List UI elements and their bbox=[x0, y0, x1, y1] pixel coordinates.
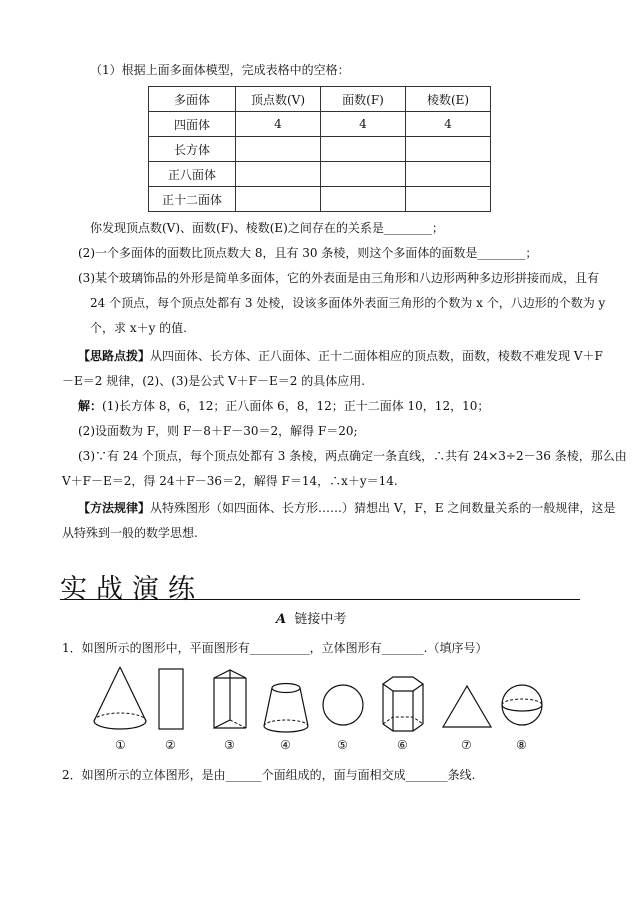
table-header: 面数(F) bbox=[321, 87, 406, 112]
figure-label: ④ bbox=[280, 738, 291, 752]
table-cell bbox=[236, 187, 321, 212]
table-cell bbox=[321, 187, 406, 212]
section-banner: 实战演练 bbox=[60, 574, 204, 605]
q3-line: 个，求 x＋y 的值. bbox=[90, 321, 187, 335]
table-cell: 4 bbox=[321, 112, 406, 137]
method-tag: 【方法规律】 bbox=[78, 501, 151, 515]
frustum-icon bbox=[260, 680, 312, 736]
figure-label: ⑥ bbox=[397, 738, 408, 752]
method-text: 从特殊图形（如四面体、长方形……）猜想出 V，F，E 之间数量关系的一般规律，这是 bbox=[150, 501, 616, 515]
table-cell bbox=[321, 162, 406, 187]
figure-label: ① bbox=[115, 738, 126, 752]
cone-icon bbox=[88, 663, 152, 735]
hint-tag: 【思路点拨】 bbox=[78, 349, 151, 363]
q2-text: (2)一个多面体的面数比顶点数大 8，且有 30 条棱，则这个多面体的面数是________； bbox=[78, 246, 538, 260]
figure-label: ⑤ bbox=[337, 738, 348, 752]
solution-line bbox=[78, 398, 489, 414]
table-cell: 长方体 bbox=[149, 137, 236, 162]
triangular-prism-icon bbox=[208, 668, 252, 736]
table-cell: 4 bbox=[406, 112, 491, 137]
q1-relation: 你发现顶点数(V)、面数(F)、棱数(E)之间存在的关系是________； bbox=[90, 221, 444, 235]
polyhedron-table bbox=[148, 86, 491, 212]
problem-2: 2．如图所示的立体图形，是由______个面组成的，面与面相交成_______条线. bbox=[62, 768, 476, 782]
table-row bbox=[149, 112, 491, 137]
triangle-icon bbox=[439, 683, 495, 731]
table-cell: 四面体 bbox=[149, 112, 236, 137]
table-row bbox=[149, 137, 491, 162]
banner-underline bbox=[60, 599, 580, 600]
figure-label: ② bbox=[165, 738, 176, 752]
solution-line: (2)设面数为 F，则 F－8＋F－30＝2，解得 F＝20; bbox=[78, 424, 358, 438]
solution-tag: 解： bbox=[78, 399, 103, 413]
hint-line bbox=[78, 348, 603, 364]
figure-label: ⑧ bbox=[516, 738, 527, 752]
table-cell bbox=[406, 137, 491, 162]
sphere-icon bbox=[499, 682, 545, 728]
solution-text: (1)长方体 8，6，12；正八面体 6，8，12；正十二面体 10，12，10； bbox=[102, 399, 490, 413]
hexagonal-prism-icon bbox=[377, 674, 429, 736]
hint-line: －E＝2 规律，(2)、(3)是公式 V＋F－E＝2 的具体应用. bbox=[62, 374, 366, 388]
problem-1: 1．如图所示的图形中，平面图形有__________，立体图形有_______.（填序号） bbox=[62, 641, 488, 655]
table-header: 棱数(E) bbox=[406, 87, 491, 112]
table-header: 顶点数(V) bbox=[236, 87, 321, 112]
figure-label: ⑦ bbox=[461, 738, 472, 752]
table-row bbox=[149, 187, 491, 212]
table-cell: 正十二面体 bbox=[149, 187, 236, 212]
method-line: 从特殊到一般的数学思想. bbox=[62, 526, 198, 540]
section-title: 链接中考 bbox=[294, 612, 347, 627]
table-cell: 4 bbox=[236, 112, 321, 137]
table-cell bbox=[321, 137, 406, 162]
rectangle-icon bbox=[153, 666, 189, 734]
table-cell bbox=[236, 137, 321, 162]
section-heading bbox=[276, 612, 346, 628]
q1-intro: （1）根据上面多面体模型，完成表格中的空格： bbox=[90, 63, 350, 77]
table-cell: 正八面体 bbox=[149, 162, 236, 187]
table-header: 多面体 bbox=[149, 87, 236, 112]
circle-icon bbox=[320, 682, 366, 728]
table-row bbox=[149, 162, 491, 187]
solution-line: (3)∵有 24 个顶点，每个顶点处都有 3 条棱，两点确定一条直线，∴共有 24×3÷2－36 条棱，那么由 bbox=[78, 449, 627, 463]
table-cell bbox=[406, 162, 491, 187]
solution-line: V＋F－E＝2，得 24＋F－36＝2，解得 F＝14，∴x＋y＝14. bbox=[62, 474, 398, 488]
figure-label: ③ bbox=[224, 738, 235, 752]
method-line bbox=[78, 500, 615, 516]
hint-text: 从四面体、长方体、正八面体、正十二面体相应的顶点数，面数，棱数不难发现 V＋F bbox=[150, 349, 603, 363]
section-letter: A bbox=[276, 612, 287, 627]
q3-line: (3)某个玻璃饰品的外形是简单多面体，它的外表面是由三角形和八边形两种多边形拼接而成，且有 bbox=[78, 271, 600, 285]
table-cell bbox=[236, 162, 321, 187]
table-header-row bbox=[149, 87, 491, 112]
table-cell bbox=[406, 187, 491, 212]
q3-line: 24 个顶点，每个顶点处都有 3 处棱，设该多面体外表面三角形的个数为 x 个，八边形的个数为 y bbox=[90, 296, 606, 310]
